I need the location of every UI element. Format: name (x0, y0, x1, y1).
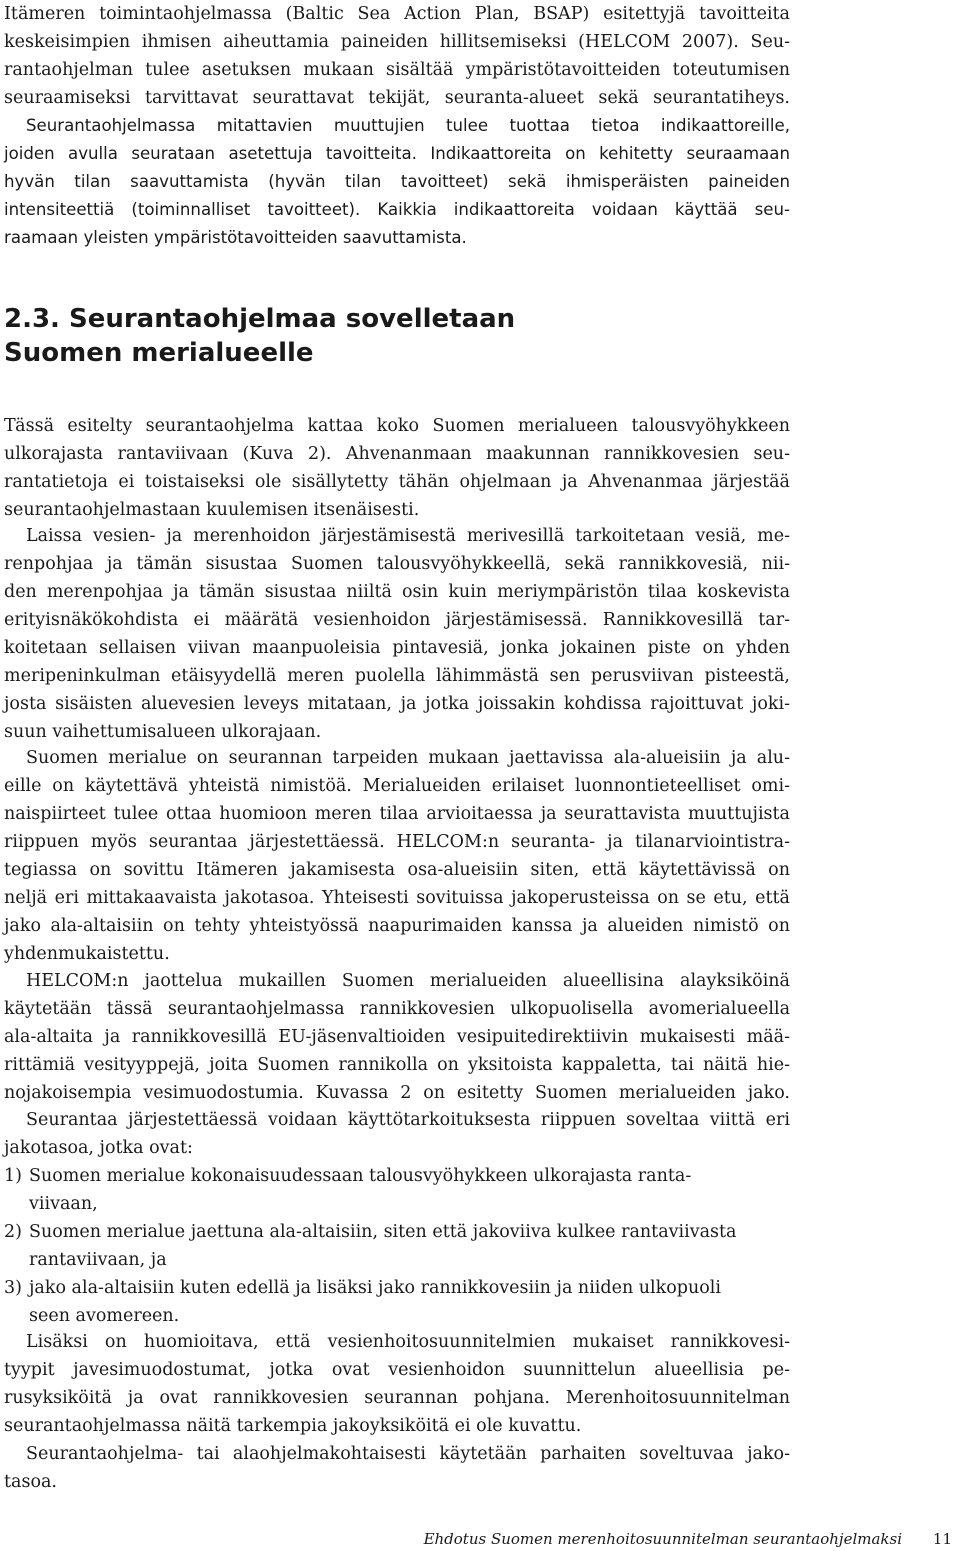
list-item-number: 2) (4, 1222, 22, 1242)
text-line: naispiirteet tulee ottaa huomioon meren tilaa arvioitaessa ja seurattavista muuttujista (4, 804, 790, 824)
text-line: seurantaohjelmastaan kuulemisen itsenäisesti. (4, 500, 420, 520)
text-line: koitetaan sellaisen viivan maanpuoleisia pintavesiä, jonka jokainen piste on yhden (4, 638, 790, 658)
text-line: Suomen merialue on seurannan tarpeiden mukaan jaettavissa ala-alueisiin ja alu- (26, 748, 790, 768)
text-line: intensiteettiä (toiminnalliset tavoitteet). Kaikkia indikaattoreita voidaan käyttää seu- (4, 200, 790, 219)
text-line: rusyksiköitä ja ovat rannikkovesien seurannan pohjana. Merenhoitosuunnitelman (4, 1388, 790, 1408)
heading-line-2: Suomen merialueelle (4, 338, 314, 368)
text-line: erityisnäkökohdista ei määrätä vesienhoidon järjestämisessä. Rannikkovesillä tar- (4, 610, 790, 630)
list-item-number: 1) (4, 1166, 22, 1186)
list-item (4, 1162, 790, 1218)
text-line: Tässä esitelty seurantaohjelma kattaa koko Suomen merialueen talousvyöhykkeen (4, 416, 790, 436)
text-line: Seurantaohjelma- tai alaohjelmakohtaisesti käytetään parhaiten soveltuvaa jako- (26, 1444, 790, 1464)
list-item-line: viivaan, (29, 1194, 98, 1214)
text-line: käytetään tässä seurantaohjelmassa rannikkovesien ulkopuolisella avomerialueella (4, 999, 790, 1019)
text-line: tegiassa on sovittu Itämeren jakamisesta osa-alueisiin siten, että käytettävissä on (4, 860, 790, 880)
text-line: jako ala-altaisiin on tehty yhteistyössä naapurimaiden kanssa ja alueiden nimistö on (4, 916, 790, 936)
text-line: ulkorajasta rantaviivaan (Kuva 2). Ahvenanmaan maakunnan rannikkovesien seu- (4, 444, 790, 464)
text-line: Seurantaohjelmassa mitattavien muuttujien tulee tuottaa tietoa indikaattoreille, (26, 116, 790, 135)
list-item-line: rantaviivaan, ja (29, 1250, 167, 1270)
text-line: nojakoisempia vesimuodostumia. Kuvassa 2 on esitetty Suomen merialueiden jako. (4, 1083, 790, 1103)
text-line: den merenpohjaa ja tämän sisustaa niiltä osin kuin meriympäristön tilaa koskevista (4, 582, 790, 602)
text-line: seuraamiseksi tarvittavat seurattavat tekijät, seuranta-alueet sekä seurantatiheys. (4, 88, 790, 108)
list-item (4, 1274, 790, 1330)
text-line: Itämeren toimintaohjelmassa (Baltic Sea Action Plan, BSAP) esitettyjä tavoitteita (4, 4, 790, 24)
text-line: renpohjaa ja tämän sisustaa Suomen talousvyöhykkeellä, sekä rannikkovesiä, nii- (4, 554, 790, 574)
text-line: eille on käytettävä yhteistä nimistöä. Merialueiden erilaiset luonnontieteelliset omi- (4, 776, 790, 796)
text-line: yhdenmukaistettu. (4, 944, 170, 964)
text-line: Seurantaa järjestettäessä voidaan käyttötarkoituksesta riippuen soveltaa viittä eri (26, 1110, 790, 1130)
text-line: josta sisäisten aluevesien leveys mitataan, ja jotka joissakin kohdissa rajoittuvat joki- (4, 694, 790, 714)
footer-title: Ehdotus Suomen merenhoitosuunnitelman seurantaohjelmaksi (423, 1530, 902, 1548)
list-item (4, 1218, 790, 1274)
text-line: raamaan yleisten ympäristötavoitteiden saavuttamista. (4, 228, 467, 247)
text-line: rantatietoja ei toistaiseksi ole sisällytetty tähän ohjelmaan ja Ahvenanmaa järjestää (4, 472, 790, 492)
text-line: neljä eri mittakaavaista jakotasoa. Yhteisesti sovituissa jakoperusteissa on se etu, että (4, 888, 790, 908)
text-line: Laissa vesien- ja merenhoidon järjestämisestä merivesillä tarkoitetaan vesiä, me- (26, 526, 790, 546)
text-line: joiden avulla seurataan asetettuja tavoitteita. Indikaattoreita on kehitetty seuraamaan (4, 144, 790, 163)
text-line: rantaohjelman tulee asetuksen mukaan sisältää ympäristötavoitteiden toteutumisen (4, 60, 790, 80)
text-line: jakotasoa, jotka ovat: (4, 1138, 193, 1158)
list-item-line: Suomen merialue jaettuna ala-altaisiin, siten että jakoviiva kulkee rantaviivasta (29, 1222, 737, 1242)
list-item-line: Suomen merialue kokonaisuudessaan talousvyöhykkeen ulkorajasta ranta- (29, 1166, 692, 1186)
page-number: 11 (932, 1530, 952, 1548)
text-line: seurantaohjelmassa näitä tarkempia jakoyksiköitä ei ole kuvattu. (4, 1416, 582, 1436)
section-heading (4, 302, 515, 370)
text-line: ala-altaita ja rannikkovesillä EU-jäsenvaltioiden vesipuitedirektiivin mukaisesti mää- (4, 1027, 790, 1047)
text-line: tasoa. (4, 1472, 57, 1492)
heading-line-1: 2.3. Seurantaohjelmaa sovelletaan (4, 304, 516, 334)
text-line: tyypit javesimuodostumat, jotka ovat vesienhoidon suunnittelun alueellisia pe- (4, 1360, 790, 1380)
text-line: Lisäksi on huomioitava, että vesienhoitosuunnitelmien mukaiset rannikkovesi- (26, 1332, 790, 1352)
list-item-line: jako ala-altaisiin kuten edellä ja lisäksi jako rannikkovesiin ja niiden ulkopuoli (29, 1278, 722, 1298)
text-line: hyvän tilan saavuttamista (hyvän tilan tavoitteet) sekä ihmisperäisten paineiden (4, 172, 790, 191)
text-line: meripeninkulman etäisyydellä meren puolella lähimmästä sen perusviivan pisteestä, (4, 666, 790, 686)
text-line: HELCOM:n jaottelua mukaillen Suomen merialueiden alueellisina alayksiköinä (26, 971, 790, 991)
page-footer (0, 1527, 960, 1551)
text-line: suun vaihettumisalueen ulkorajaan. (4, 722, 322, 742)
text-line: keskeisimpien ihmisen aiheuttamia paineiden hillitsemiseksi (HELCOM 2007). Seu- (4, 32, 790, 52)
list-item-number: 3) (4, 1278, 22, 1298)
list-item-line: seen avomereen. (29, 1306, 180, 1326)
text-line: rittämiä vesityyppejä, joita Suomen rannikolla on yksitoista kappaletta, tai näitä hie- (4, 1055, 790, 1075)
text-line: riippuen myös seurantaa järjestettäessä. HELCOM:n seuranta- ja tilanarviointistra- (4, 832, 790, 852)
